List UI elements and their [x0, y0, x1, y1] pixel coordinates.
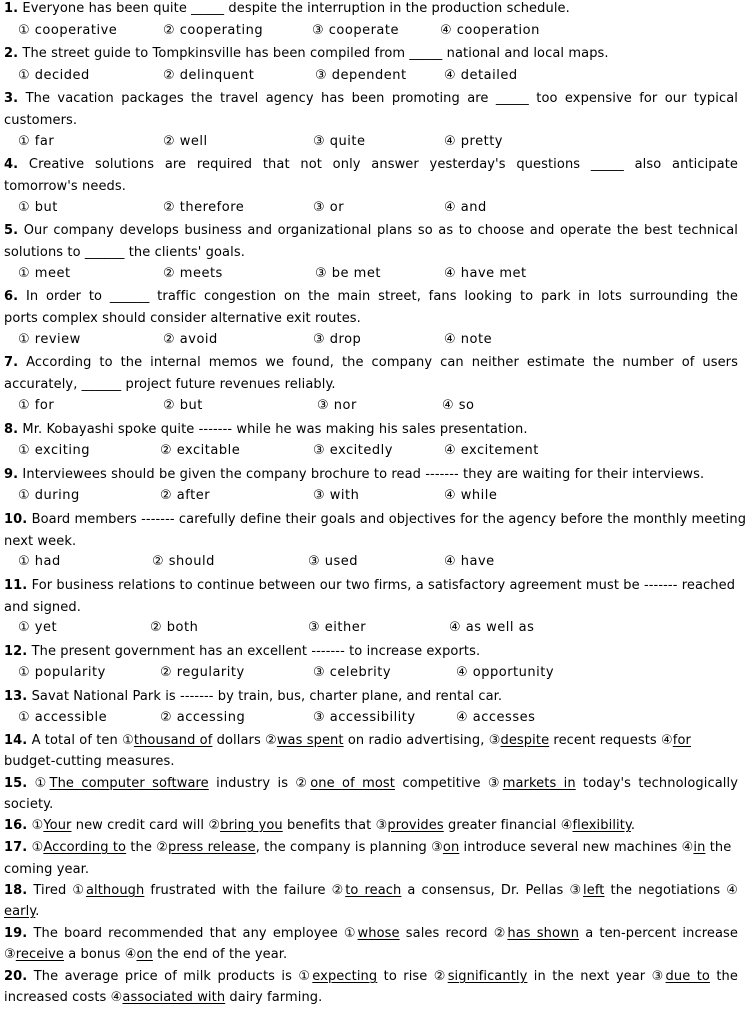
question-text: Board members ------- carefully define their goals and objectives for the agency before the monthly meeting [31, 512, 747, 527]
underlined-choice[interactable]: flexibility [572, 818, 631, 833]
sentence-text: the end of the year. [152, 947, 288, 962]
sentence-text: budget-cutting measures. [4, 754, 175, 769]
question-text-line [4, 577, 738, 595]
answer-option[interactable]: ④ excitement [444, 443, 539, 458]
answer-option[interactable]: ① popularity [18, 665, 106, 680]
question-number: 9. [4, 467, 19, 482]
question-number: 8. [4, 422, 19, 437]
error-item-line [4, 882, 738, 900]
answer-option[interactable]: ④ pretty [444, 134, 503, 149]
sentence-text: ① [34, 776, 50, 791]
underlined-choice[interactable]: early [4, 904, 36, 919]
sentence-text: a consensus, Dr. Pellas ③ [401, 883, 584, 898]
answer-option[interactable]: ④ have [444, 554, 495, 569]
error-item-line [4, 903, 738, 921]
question-number: 15. [4, 776, 28, 791]
question-text: The street guide to Tompkinsville has been compiled from _____ national and local maps. [22, 46, 609, 61]
answer-option[interactable]: ① review [18, 332, 81, 347]
error-item-line [4, 968, 738, 986]
question-text-line [4, 178, 738, 196]
underlined-choice[interactable]: According to [43, 840, 127, 855]
answer-option[interactable]: ② avoid [163, 332, 218, 347]
answer-option[interactable]: ④ while [444, 488, 498, 503]
sentence-text: the ② [126, 840, 168, 855]
underlined-choice[interactable]: although [85, 883, 145, 898]
answer-option[interactable]: ① exciting [18, 443, 90, 458]
answer-option[interactable]: ③ quite [313, 134, 366, 149]
sentence-text: competitive ③ [395, 776, 503, 791]
question-text: The vacation packages the travel agency has been promoting are _____ too expensive for our typical [25, 91, 738, 106]
answer-option[interactable]: ② cooperating [163, 23, 264, 38]
underlined-choice[interactable]: one of most [310, 776, 395, 791]
sentence-text: society. [4, 797, 54, 812]
underlined-choice[interactable]: left [583, 883, 605, 898]
answer-option[interactable]: ② well [163, 134, 208, 149]
underlined-choice[interactable]: significantly [447, 969, 528, 984]
sentence-text: ① [31, 840, 44, 855]
error-item-line [4, 861, 738, 879]
answer-option[interactable]: ③ either [308, 620, 367, 635]
answer-option[interactable]: ② both [150, 620, 199, 635]
answer-option[interactable]: ① but [18, 200, 58, 215]
answer-option[interactable]: ① yet [18, 620, 58, 635]
underlined-choice[interactable]: in [693, 840, 706, 855]
question-text: solutions to ______ the clients' goals. [4, 245, 245, 260]
question-text: Interviewees should be given the company brochure to read ------- they are waiting for their interviews. [22, 467, 705, 482]
sentence-text: . [630, 818, 636, 833]
underlined-choice[interactable]: was spent [276, 733, 344, 748]
underlined-choice[interactable]: markets in [502, 776, 576, 791]
sentence-text: today's technologically [583, 776, 738, 791]
question-text-line [4, 643, 738, 661]
answer-option[interactable]: ② excitable [160, 443, 241, 458]
sentence-text: to rise ② [377, 969, 448, 984]
question-number: 18. [4, 883, 28, 898]
question-text: Our company develops business and organizational plans so as to choose and operate the best technical [23, 223, 738, 238]
question-number: 5. [4, 223, 19, 238]
answer-option[interactable]: ① for [18, 398, 55, 413]
underlined-choice[interactable]: bring you [220, 818, 283, 833]
answer-option[interactable]: ③ be met [315, 266, 381, 281]
sentence-text: Tired ① [33, 883, 86, 898]
question-number: 17. [4, 840, 28, 855]
answer-option[interactable]: ③ dependent [315, 68, 407, 83]
answer-option[interactable]: ② should [152, 554, 215, 569]
answer-option[interactable]: ④ as well as [449, 620, 535, 635]
question-text-line [4, 156, 738, 174]
question-text: Creative solutions are required that not only answer yesterday's questions _____ also anticipate [28, 157, 738, 172]
answer-option[interactable]: ③ celebrity [313, 665, 392, 680]
underlined-choice[interactable]: press release [167, 840, 256, 855]
sentence-text: on radio advertising, ③ [343, 733, 501, 748]
question-number: 20. [4, 969, 28, 984]
question-number: 7. [4, 355, 19, 370]
answer-option[interactable]: ① during [18, 488, 80, 503]
sentence-text: the [709, 969, 738, 984]
question-number: 1. [4, 1, 19, 16]
question-text-line [4, 90, 738, 108]
answer-option[interactable]: ③ nor [317, 398, 357, 413]
question-text: In order to ______ traffic congestion on the main street, fans looking to park in lots surrounding the [25, 289, 738, 304]
answer-option[interactable]: ③ drop [313, 332, 362, 347]
underlined-choice[interactable]: Your [43, 818, 72, 833]
underlined-choice[interactable]: thousand of [133, 733, 213, 748]
answer-option[interactable]: ② but [163, 398, 203, 413]
sentence-text: The average price of milk products is ① [33, 969, 313, 984]
sentence-text: ① [31, 818, 44, 833]
question-text-line [4, 222, 738, 240]
sentence-text: introduce several new machines ④ [459, 840, 694, 855]
underlined-choice[interactable]: for [672, 733, 691, 748]
answer-option[interactable]: ② therefore [163, 200, 245, 215]
underlined-choice[interactable]: provides [387, 818, 444, 833]
answer-option[interactable]: ④ accesses [456, 710, 536, 725]
question-text: Everyone has been quite _____ despite the interruption in the production schedule. [22, 1, 570, 16]
question-number: 11. [4, 578, 28, 593]
sentence-text: ③ [4, 947, 16, 962]
question-text: tomorrow's needs. [4, 179, 127, 194]
sentence-text: greater financial ④ [443, 818, 573, 833]
answer-option[interactable]: ③ cooperate [312, 23, 399, 38]
question-text-line [4, 376, 738, 394]
underlined-choice[interactable]: to reach [345, 883, 402, 898]
question-text: Savat National Park is ------- by train, bus, charter plane, and rental car. [31, 689, 503, 704]
underlined-choice[interactable]: due to [665, 969, 710, 984]
answer-option[interactable]: ④ and [444, 200, 487, 215]
question-text: accurately, ______ project future revenues reliably. [4, 377, 336, 392]
answer-option[interactable]: ③ used [308, 554, 359, 569]
error-item-line [4, 796, 738, 814]
question-number: 4. [4, 157, 19, 172]
sentence-text: new credit card will ② [71, 818, 221, 833]
question-text-line [4, 533, 738, 551]
question-text: customers. [4, 113, 78, 128]
question-number: 12. [4, 644, 28, 659]
question-text-line [4, 288, 738, 306]
error-item-line [4, 817, 738, 835]
answer-option[interactable]: ③ accessibility [313, 710, 416, 725]
sentence-text: benefits that ③ [282, 818, 388, 833]
answer-option[interactable]: ③ or [313, 200, 345, 215]
error-item-line [4, 775, 738, 793]
sentence-text: recent requests ④ [549, 733, 673, 748]
sentence-text: sales record ② [399, 926, 508, 941]
question-text-line [4, 244, 738, 262]
error-item-line [4, 732, 738, 750]
error-item-line [4, 753, 738, 771]
sentence-text: . [35, 904, 40, 919]
question-text-line [4, 511, 747, 529]
underlined-choice[interactable]: on [136, 947, 153, 962]
question-number: 6. [4, 289, 19, 304]
question-text: Mr. Kobayashi spoke quite ------- while he was making his sales presentation. [22, 422, 528, 437]
question-text-line [4, 688, 738, 706]
answer-option[interactable]: ④ have met [444, 266, 527, 281]
sentence-text: A total of ten ① [31, 733, 134, 748]
sentence-text: The board recommended that any employee ① [33, 926, 358, 941]
question-text: For business relations to continue between our two firms, a satisfactory agreement must be ------- reached [31, 578, 736, 593]
underlined-choice[interactable]: receive [15, 947, 64, 962]
underlined-choice[interactable]: despite [500, 733, 550, 748]
answer-option[interactable]: ① decided [18, 68, 90, 83]
error-item-line [4, 839, 738, 857]
sentence-text: , the company is planning ③ [255, 840, 443, 855]
question-text-line [4, 112, 738, 130]
sentence-text: coming year. [4, 862, 90, 877]
sentence-text: dollars ② [212, 733, 277, 748]
answer-option[interactable]: ② accessing [160, 710, 246, 725]
answer-option[interactable]: ① far [18, 134, 55, 149]
sentence-text: the negotiations ④ [604, 883, 738, 898]
error-item-line [4, 925, 738, 943]
question-text: ports complex should consider alternative exit routes. [4, 311, 361, 326]
answer-option[interactable]: ④ detailed [444, 68, 518, 83]
underlined-choice[interactable]: on [442, 840, 460, 855]
underlined-choice[interactable]: The computer software [49, 776, 209, 791]
sentence-text: increased costs ④ [4, 990, 123, 1005]
sentence-text: a ten-percent increase [579, 926, 738, 941]
answer-option[interactable]: ④ opportunity [456, 665, 555, 680]
question-number: 16. [4, 818, 28, 833]
question-text: The present government has an excellent ------- to increase exports. [31, 644, 481, 659]
sentence-text: dairy farming. [225, 990, 323, 1005]
underlined-choice[interactable]: has shown [507, 926, 580, 941]
question-number: 2. [4, 46, 19, 61]
sentence-text: the [705, 840, 732, 855]
question-number: 13. [4, 689, 28, 704]
answer-option[interactable]: ① meet [18, 266, 71, 281]
question-text: and signed. [4, 600, 81, 615]
sentence-text: frustrated with the failure ② [144, 883, 346, 898]
answer-option[interactable]: ④ note [444, 332, 493, 347]
question-text-line [4, 310, 738, 328]
question-number: 10. [4, 512, 28, 527]
underlined-choice[interactable]: whose [357, 926, 400, 941]
error-item-line [4, 989, 738, 1007]
question-number: 19. [4, 926, 28, 941]
question-text-line [4, 354, 738, 372]
error-item-line [4, 946, 738, 964]
answer-option[interactable]: ③ with [313, 488, 360, 503]
sentence-text: a bonus ④ [63, 947, 137, 962]
question-text-line [4, 0, 738, 18]
question-number: 3. [4, 91, 19, 106]
answer-option[interactable]: ④ cooperation [440, 23, 540, 38]
underlined-choice[interactable]: associated with [122, 990, 226, 1005]
question-text-line [4, 421, 738, 439]
answer-option[interactable]: ① accessible [18, 710, 108, 725]
question-text-line [4, 466, 738, 484]
question-text: next week. [4, 534, 77, 549]
answer-option[interactable]: ② delinquent [163, 68, 255, 83]
answer-option[interactable]: ① had [18, 554, 61, 569]
answer-option[interactable]: ③ excitedly [313, 443, 393, 458]
question-text: According to the internal memos we found, the company can neither estimate the number of users [26, 355, 738, 370]
answer-option[interactable]: ① cooperative [18, 23, 118, 38]
question-text-line [4, 599, 738, 617]
sentence-text: industry is ② [208, 776, 311, 791]
answer-option[interactable]: ② after [160, 488, 211, 503]
question-text-line [4, 45, 738, 63]
underlined-choice[interactable]: expecting [312, 969, 378, 984]
answer-option[interactable]: ② regularity [160, 665, 245, 680]
question-number: 14. [4, 733, 28, 748]
answer-option[interactable]: ② meets [163, 266, 223, 281]
answer-option[interactable]: ④ so [442, 398, 475, 413]
sentence-text: in the next year ③ [527, 969, 666, 984]
